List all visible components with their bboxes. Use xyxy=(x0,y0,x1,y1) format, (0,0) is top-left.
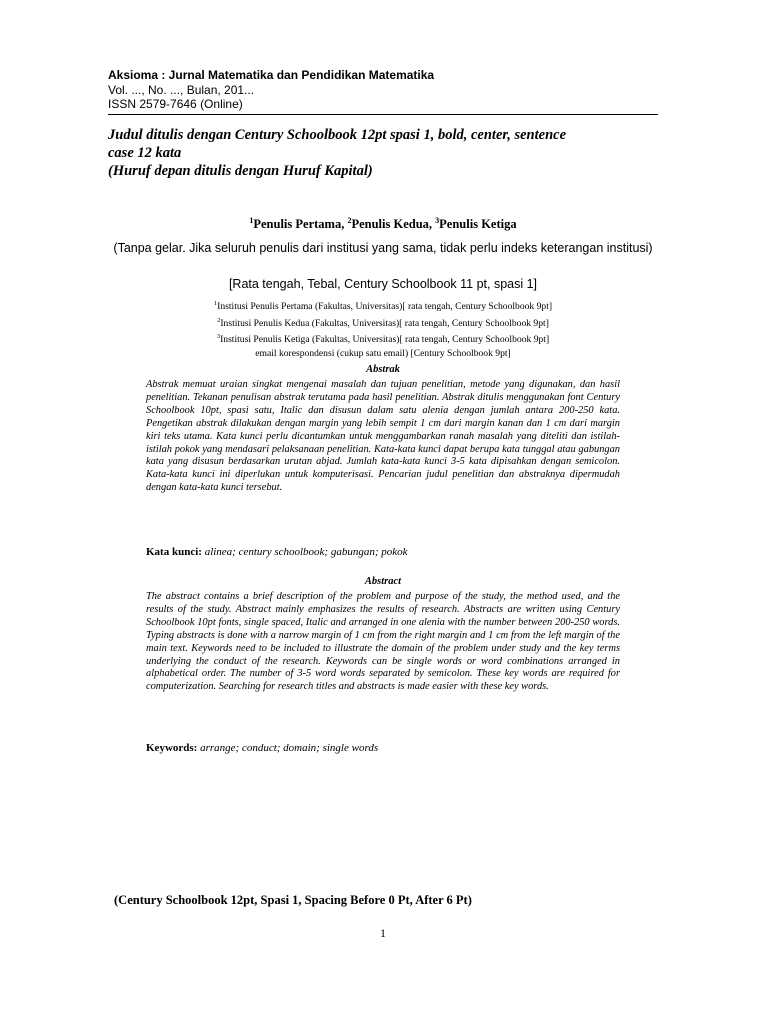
affiliation-3 xyxy=(108,330,658,347)
affiliation-2 xyxy=(108,314,658,331)
affiliation-1 xyxy=(108,297,658,314)
author-format-note: [Rata tengah, Tebal, Century Schoolbook 11 pt, spasi 1] xyxy=(228,277,538,291)
affiliation-2-index: 2 xyxy=(217,316,221,324)
abstract-heading: Abstract xyxy=(364,576,402,587)
affiliation-1-text: Institusi Penulis Pertama (Fakultas, Universitas)[ rata tengah, Century Schoolbook 9pt] xyxy=(217,301,553,313)
correspondence-email: email korespondensi (cukup satu email) [Century Schoolbook 9pt] xyxy=(255,348,511,360)
abstrak-heading: Abstrak xyxy=(366,364,400,375)
author-list xyxy=(108,216,658,232)
page-number: 1 xyxy=(380,926,386,940)
keywords-label: Keywords: xyxy=(146,742,198,754)
journal-volume: Vol. ..., No. ..., Bulan, 201... xyxy=(108,83,255,97)
journal-issn: ISSN 2579-7646 (Online) xyxy=(108,97,243,111)
title-line-2: case 12 kata xyxy=(108,145,182,161)
affiliation-3-text: Institusi Penulis Ketiga (Fakultas, Universitas)[ rata tengah, Century Schoolbook 9pt] xyxy=(220,334,550,346)
affiliations xyxy=(108,297,658,361)
journal-name: Aksioma : Jurnal Matematika dan Pendidikan Matematika xyxy=(108,68,435,82)
author-3: Penulis Ketiga xyxy=(439,217,517,232)
affiliation-1-index: 1 xyxy=(213,300,218,307)
author-note: (Tanpa gelar. Jika seluruh penulis dari institusi yang sama, tidak perlu indeks keterangan institusi) xyxy=(113,241,653,255)
title-line-1: Judul ditulis dengan Century Schoolbook 12pt spasi 1, bold, center, sentence xyxy=(108,127,567,143)
header-divider xyxy=(108,114,658,115)
author-1-index: 1 xyxy=(249,216,254,225)
kata-kunci xyxy=(146,546,620,558)
abstrak-body: Abstrak memuat uraian singkat mengenai masalah dan tujuan penelitian, metode yang digunakan, dan hasil penelitian. Tekanan penulisan abstrak terutama pada hasil penelitian. Abstrak ditulis menggunakan font Century Schoolbook 10pt, spasi satu, Italic dan disusun dalam satu alenia dengan jumlah antara 200-250 kata. Pengetikan abstrak dilakukan dengan margin yang lebih sempit 1 cm dari margin kanan dan 1 cm dari margin kiri teks utama. Kata kunci perlu dicantumkan untuk menggambarkan ranah masalah yang diteliti dan istilah-istilah pokok yang mendasari pelaksanaan penelitian. Kata-kata kunci dapat berupa kata tunggal atau gabungan kata yang disusun berdasarkan urutan abjad. Jumlah kata-kata kunci 3-5 kata dipisahkan dengan semicolon. Kata-kata kunci ini diperlukan untuk komputerisasi. Pencarian judul penelitian dan abstraknya dipermudah dengan kata-kata kunci tersebut. xyxy=(146,379,620,494)
affiliation-2-text: Institusi Penulis Kedua (Fakultas, Universitas)[ rata tengah, Century Schoolbook 9pt] xyxy=(220,317,549,329)
author-1: Penulis Pertama, xyxy=(253,217,348,232)
journal-header xyxy=(108,68,658,111)
title-line-3: (Huruf depan ditulis dengan Huruf Kapital) xyxy=(108,163,373,179)
kata-kunci-values: alinea; century schoolbook; gabungan; pokok xyxy=(201,546,408,558)
kata-kunci-label: Kata kunci: xyxy=(146,546,202,558)
affiliation-3-index: 3 xyxy=(216,333,221,341)
paper-title xyxy=(108,126,658,180)
keywords xyxy=(146,742,620,754)
keywords-values: arrange; conduct; domain; single words xyxy=(197,742,379,754)
author-3-index: 3 xyxy=(435,216,440,225)
format-footer-note: (Century Schoolbook 12pt, Spasi 1, Spacing Before 0 Pt, After 6 Pt) xyxy=(114,893,472,907)
author-2-index: 2 xyxy=(347,216,352,225)
author-2: Penulis Kedua, xyxy=(351,217,436,232)
abstract-body: The abstract contains a brief description of the problem and purpose of the study, the method used, and the results of the study. Abstract mainly emphasizes the results of research. Abstracts are written using Century Schoolbook 10pt fonts, single spaced, Italic and arranged in one alenia with the number between 200-250 words. Typing abstracts is done with a narrow margin of 1 cm from the right margin and 1 cm from the left margin of the main text. Keywords need to be included to illustrate the domain of the problem under study and the key terms underlying the conduct of the research. Keywords can be single words or word combinations arranged in alphabetical order. The number of 3-5 word words separated by semicolon. These key words are required for computerization. Searching for research titles and abstracts is made easier with these key words. xyxy=(146,591,620,693)
